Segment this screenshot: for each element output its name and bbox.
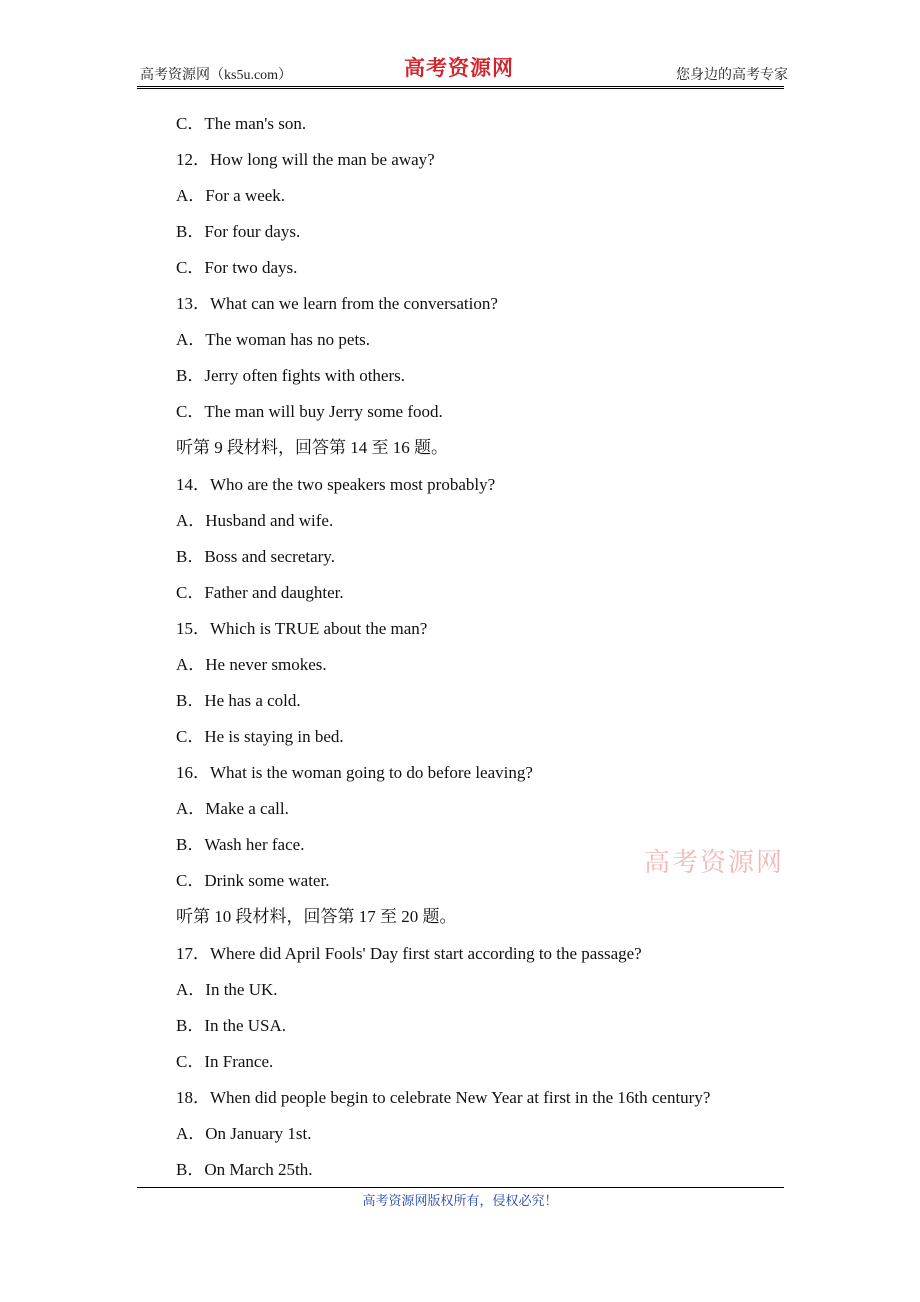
header-site-name: 高考资源网（ks5u.com） xyxy=(140,68,293,83)
section-instruction: 听第 10 段材料，回答第 17 至 20 题。 xyxy=(176,907,457,926)
footer-divider xyxy=(137,1187,784,1188)
option-line: B．Wash her face. xyxy=(176,835,305,854)
header-divider xyxy=(137,86,784,87)
option-line: A．The woman has no pets. xyxy=(176,330,371,349)
option-line: A．Make a call. xyxy=(176,799,289,818)
option-line: B．On March 25th. xyxy=(176,1160,313,1179)
section-instruction: 听第 9 段材料，回答第 14 至 16 题。 xyxy=(176,438,448,457)
question-line: 16．What is the woman going to do before leaving? xyxy=(176,763,533,782)
option-line: C．He is staying in bed. xyxy=(176,727,344,746)
option-line: B．For four days. xyxy=(176,222,301,241)
option-line: B．Jerry often fights with others. xyxy=(176,366,405,385)
option-line: A．On January 1st. xyxy=(176,1124,312,1143)
watermark: 高考资源网 xyxy=(644,848,785,878)
question-line: 12．How long will the man be away? xyxy=(176,150,435,169)
option-line: A．For a week. xyxy=(176,186,286,205)
question-line: 14．Who are the two speakers most probably? xyxy=(176,475,496,494)
question-line: 15．Which is TRUE about the man? xyxy=(176,619,428,638)
question-line: 13．What can we learn from the conversation? xyxy=(176,294,498,313)
option-line: B．He has a cold. xyxy=(176,691,301,710)
option-line: B．In the USA. xyxy=(176,1016,287,1035)
option-line: A．He never smokes. xyxy=(176,655,327,674)
option-line: B．Boss and secretary. xyxy=(176,547,335,566)
header-slogan: 您身边的高考专家 xyxy=(676,68,788,83)
header-logo: 高考资源网 xyxy=(404,56,514,80)
option-line: C．Drink some water. xyxy=(176,871,330,890)
option-line: C．The man will buy Jerry some food. xyxy=(176,402,443,421)
option-line: C．Father and daughter. xyxy=(176,583,344,602)
option-line: C．In France. xyxy=(176,1052,274,1071)
option-line: C．The man's son. xyxy=(176,114,307,133)
option-line: A．In the UK. xyxy=(176,980,278,999)
footer-copyright: 高考资源网版权所有，侵权必究！ xyxy=(362,1193,558,1208)
question-line: 18．When did people begin to celebrate New Year at first in the 16th century? xyxy=(176,1088,711,1107)
option-line: A．Husband and wife. xyxy=(176,511,334,530)
header-divider-second xyxy=(137,88,784,89)
question-line: 17．Where did April Fools' Day first start according to the passage? xyxy=(176,944,642,963)
option-line: C．For two days. xyxy=(176,258,298,277)
